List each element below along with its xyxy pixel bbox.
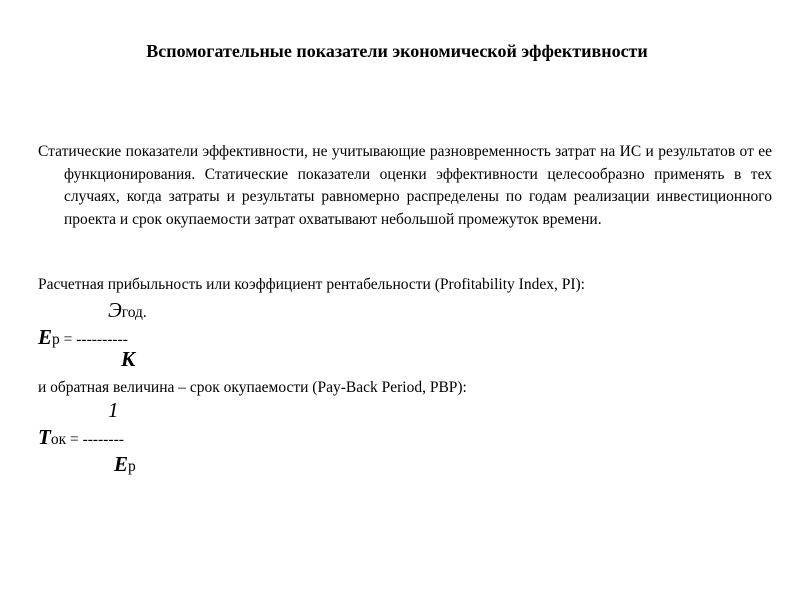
formula1-denominator-symbol: К bbox=[121, 347, 136, 371]
formula2-denominator bbox=[114, 452, 136, 477]
formula2-numerator-value: 1 bbox=[108, 398, 119, 422]
pi-definition-line: Расчетная прибыльность или коэффициент рентабельности (Profitability Index, PI): bbox=[38, 276, 585, 293]
formula2-lhs bbox=[38, 425, 124, 450]
formula1-fraction-bar: = ---------- bbox=[59, 331, 128, 348]
formula1-denominator bbox=[121, 347, 135, 372]
formula1-lhs-sub: р bbox=[52, 331, 60, 348]
formula2-numerator bbox=[108, 398, 119, 423]
formula2-lhs-symbol: Т bbox=[38, 425, 51, 449]
slide-title: Вспомогательные показатели экономической эффективности bbox=[146, 41, 648, 61]
formula1-numerator-symbol: Э bbox=[108, 298, 122, 322]
formula2-denominator-symbol: Е bbox=[114, 452, 129, 476]
pbp-definition-line: и обратная величина – срок окупаемости (Pay-Back Period, PBP): bbox=[38, 379, 467, 396]
formula1-lhs bbox=[38, 325, 128, 350]
formula1-numerator bbox=[108, 298, 147, 323]
formula2-lhs-sub: ок bbox=[50, 431, 67, 448]
formula1-lhs-symbol: Е bbox=[38, 325, 53, 349]
formula2-fraction-bar: = -------- bbox=[66, 431, 124, 448]
formula1-numerator-sub: год. bbox=[121, 304, 147, 321]
formula2-denominator-sub: р bbox=[128, 458, 136, 475]
intro-paragraph: Статические показатели эффективности, не учитывающие разновременность затрат на ИС и результатов от ее функционирования. Статические показатели оценки эффективности целесообразно применять в тех случаях, когда затраты и результаты равномерно распределены по годам реализации инвестиционного проекта и срок окупаемости затрат охватывают небольшой промежуток времени. bbox=[38, 143, 772, 228]
